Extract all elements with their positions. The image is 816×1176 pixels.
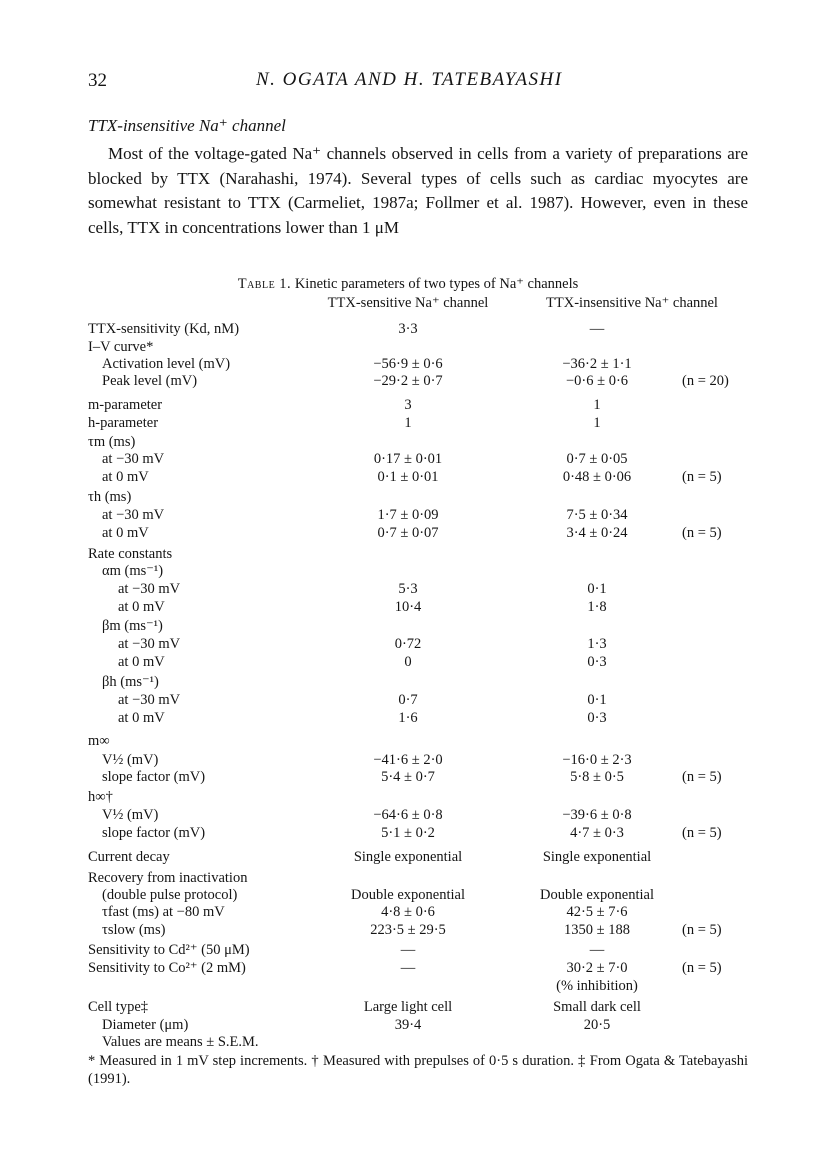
row-label: Current decay: [88, 849, 170, 865]
body-paragraph: Most of the voltage-gated Na⁺ channels observed in cells from a variety of preparations are blocked by TTX (Narahashi, 1974). Several types of cells such as cardiac myocytes are somewhat resistant to TTX (Carmeliet, 1987a; Follmer et al. 1987). However, even in these cells, TTX in concentrations lower than 1 μM: [88, 144, 748, 237]
ttx-insensitive-value: 4·7 ± 0·3: [570, 825, 624, 841]
row-label: V½ (mV): [102, 807, 159, 823]
table-row: [0, 674, 816, 691]
ttx-insensitive-value: 5·8 ± 0·5: [570, 769, 624, 785]
row-label: βm (ms⁻¹): [102, 618, 163, 634]
row-label: at 0 mV: [118, 654, 165, 670]
table-row: [0, 507, 816, 524]
table-row: [0, 581, 816, 598]
table-row: [0, 599, 816, 616]
ttx-insensitive-value: 0·3: [587, 654, 607, 670]
sample-size: (n = 5): [682, 825, 722, 841]
row-label: h∞†: [88, 789, 113, 805]
ttx-sensitive-value: 1·6: [398, 710, 418, 726]
table-row: [0, 942, 816, 959]
running-head: N. OGATA AND H. TATEBAYASHI: [256, 69, 563, 90]
ttx-sensitive-value: 5·1 ± 0·2: [381, 825, 435, 841]
table-row: [0, 849, 816, 866]
table-row: [0, 489, 816, 506]
table-row: [0, 525, 816, 542]
table-row: [0, 434, 816, 451]
ttx-insensitive-value: 1350 ± 188: [564, 922, 630, 938]
ttx-sensitive-value: Large light cell: [363, 999, 453, 1015]
ttx-insensitive-value: −0·6 ± 0·6: [565, 373, 629, 389]
ttx-sensitive-value: 10·4: [394, 599, 422, 615]
row-label: at 0 mV: [102, 525, 149, 541]
ttx-insensitive-value: 0·7 ± 0·05: [566, 451, 628, 467]
ttx-insensitive-value: 20·5: [583, 1017, 611, 1033]
ttx-insensitive-value: Double exponential: [540, 887, 654, 903]
sample-size: (n = 5): [682, 769, 722, 785]
row-label: τslow (ms): [102, 922, 166, 938]
ttx-sensitive-value: 3: [404, 397, 412, 413]
row-label: h-parameter: [88, 415, 159, 431]
ttx-sensitive-value: 223·5 ± 29·5: [370, 922, 446, 938]
table-row: [0, 618, 816, 635]
table-row: [0, 546, 816, 563]
ttx-insensitive-value: 1: [593, 397, 601, 413]
table-caption-text: Kinetic parameters of two types of Na⁺ channels: [294, 276, 579, 292]
row-label: m∞: [88, 733, 110, 749]
table-row: [0, 636, 816, 653]
row-label: at −30 mV: [102, 451, 165, 467]
ttx-insensitive-value: −16·0 ± 2·3: [562, 752, 632, 768]
table-row: [0, 904, 816, 921]
table-row: [0, 922, 816, 939]
row-label: at −30 mV: [102, 507, 165, 523]
row-label: slope factor (mV): [102, 769, 206, 785]
ttx-insensitive-value: 7·5 ± 0·34: [566, 507, 628, 523]
ttx-sensitive-value: −56·9 ± 0·6: [373, 356, 443, 372]
table-row: [0, 654, 816, 671]
table-row: [0, 870, 816, 887]
table-row: [0, 825, 816, 842]
ttx-sensitive-value: 5·4 ± 0·7: [381, 769, 435, 785]
ttx-sensitive-value: 4·8 ± 0·6: [381, 904, 435, 920]
ttx-insensitive-value: −39·6 ± 0·8: [562, 807, 632, 823]
row-label: at −30 mV: [118, 636, 181, 652]
row-label: TTX-sensitivity (Kd, nM): [88, 321, 240, 337]
table-row: [0, 769, 816, 786]
ttx-sensitive-value: —: [400, 960, 416, 976]
table-row: [0, 563, 816, 580]
table-row: [0, 692, 816, 709]
ttx-insensitive-value: 1·3: [587, 636, 607, 652]
row-label: at 0 mV: [118, 710, 165, 726]
ttx-sensitive-value: 0: [404, 654, 412, 670]
section-title: TTX-insensitive Na⁺ channel: [88, 116, 286, 135]
row-label: at −30 mV: [118, 581, 181, 597]
row-label: τm (ms): [88, 434, 136, 450]
row-label: at −30 mV: [118, 692, 181, 708]
table-footnote: * Measured in 1 mV step increments. † Measured with prepulses of 0·5 s duration. ‡ From Ogata & Tatebayashi (1991).: [88, 1053, 748, 1087]
ttx-sensitive-value: 39·4: [394, 1017, 422, 1033]
ttx-insensitive-value: 0·48 ± 0·06: [562, 469, 632, 485]
ttx-insensitive-value: 0·1: [587, 692, 607, 708]
page-number: 32: [88, 70, 107, 91]
ttx-sensitive-value: 0·7 ± 0·07: [377, 525, 439, 541]
sample-size: (n = 20): [682, 373, 729, 389]
row-label: at 0 mV: [102, 469, 149, 485]
table-row: [0, 887, 816, 904]
row-label: (double pulse protocol): [102, 887, 238, 903]
ttx-insensitive-value: 0·3: [587, 710, 607, 726]
table-row: [0, 752, 816, 769]
row-label: τfast (ms) at −80 mV: [102, 904, 225, 920]
table-row: [0, 733, 816, 750]
table-row: [0, 356, 816, 373]
column-header-ttx-sensitive: TTX-sensitive Na⁺ channel: [327, 295, 489, 311]
row-label: at 0 mV: [118, 599, 165, 615]
row-label: βh (ms⁻¹): [102, 674, 159, 690]
row-label: Peak level (mV): [102, 373, 198, 389]
table-row: [0, 469, 816, 486]
ttx-insensitive-value: 30·2 ± 7·0: [566, 960, 628, 976]
ttx-insensitive-value: 1: [593, 415, 601, 431]
ttx-sensitive-value: −41·6 ± 2·0: [373, 752, 443, 768]
row-label: αm (ms⁻¹): [102, 563, 164, 579]
ttx-insensitive-value: −36·2 ± 1·1: [562, 356, 632, 372]
table-row: [0, 999, 816, 1016]
ttx-insensitive-value: 1·8: [587, 599, 607, 615]
row-label: τh (ms): [88, 489, 132, 505]
sample-size: (n = 5): [682, 525, 722, 541]
table-row: [0, 373, 816, 390]
row-label: Sensitivity to Cd²⁺ (50 μM): [88, 942, 250, 958]
ttx-insensitive-value: —: [589, 321, 605, 337]
table-row: [0, 710, 816, 727]
row-label: Recovery from inactivation: [88, 870, 248, 886]
table-row: [0, 1017, 816, 1034]
ttx-insensitive-value: Small dark cell: [553, 999, 641, 1015]
ttx-sensitive-value: Double exponential: [351, 887, 465, 903]
table-row: [0, 789, 816, 806]
ttx-insensitive-value: 3·4 ± 0·24: [566, 525, 628, 541]
row-label: Diameter (μm): [102, 1017, 189, 1033]
ttx-sensitive-value: 0·72: [394, 636, 422, 652]
row-label: Rate constants: [88, 546, 173, 562]
ttx-insensitive-value: (% inhibition): [556, 978, 638, 994]
table-row: [0, 397, 816, 414]
row-label: slope factor (mV): [102, 825, 206, 841]
ttx-insensitive-value: 0·1: [587, 581, 607, 597]
ttx-insensitive-value: —: [589, 942, 605, 958]
table-row: [0, 807, 816, 824]
ttx-sensitive-value: 5·3: [398, 581, 418, 597]
ttx-sensitive-value: −64·6 ± 0·8: [373, 807, 443, 823]
sample-size: (n = 5): [682, 922, 722, 938]
values-note: Values are means ± S.E.M.: [102, 1034, 259, 1050]
table-row: [0, 321, 816, 338]
sample-size: (n = 5): [682, 469, 722, 485]
ttx-insensitive-value: Single exponential: [542, 849, 652, 865]
row-label: V½ (mV): [102, 752, 159, 768]
ttx-sensitive-value: —: [400, 942, 416, 958]
table-row: [0, 978, 816, 995]
ttx-sensitive-value: Single exponential: [353, 849, 463, 865]
table-row: [0, 339, 816, 356]
ttx-sensitive-value: 3·3: [398, 321, 418, 337]
table-caption: [0, 276, 816, 293]
sample-size: (n = 5): [682, 960, 722, 976]
row-label: Sensitivity to Co²⁺ (2 mM): [88, 960, 246, 976]
ttx-sensitive-value: 1·7 ± 0·09: [377, 507, 439, 523]
ttx-sensitive-value: −29·2 ± 0·7: [373, 373, 443, 389]
table-row: [0, 451, 816, 468]
row-label: m-parameter: [88, 397, 163, 413]
row-label: Activation level (mV): [102, 356, 231, 372]
ttx-sensitive-value: 0·17 ± 0·01: [373, 451, 443, 467]
row-label: I–V curve*: [88, 339, 154, 355]
table-row: [0, 415, 816, 432]
ttx-insensitive-value: 42·5 ± 7·6: [566, 904, 628, 920]
table-caption-label: Table 1.: [237, 276, 292, 292]
table-row: [0, 960, 816, 977]
row-label: Cell type‡: [88, 999, 149, 1015]
ttx-sensitive-value: 1: [404, 415, 412, 431]
ttx-sensitive-value: 0·7: [398, 692, 418, 708]
column-header-ttx-insensitive: TTX-insensitive Na⁺ channel: [546, 295, 718, 311]
ttx-sensitive-value: 0·1 ± 0·01: [377, 469, 439, 485]
